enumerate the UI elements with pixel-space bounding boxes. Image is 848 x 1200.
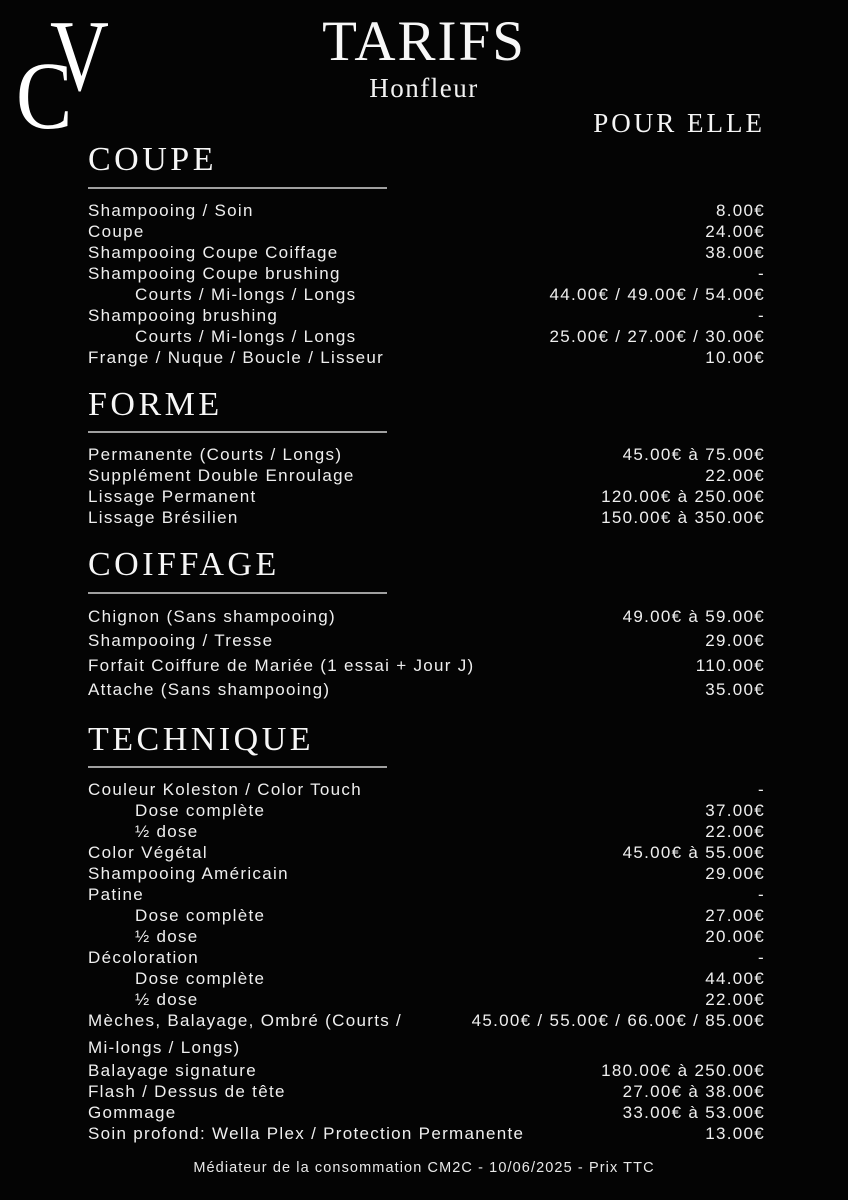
service-price: 44.00€ [705, 968, 765, 988]
service-label: Color Végétal [88, 842, 208, 862]
service-label: Shampooing Américain [88, 863, 289, 883]
price-row [88, 263, 765, 284]
price-row [88, 444, 765, 465]
price-row [88, 989, 765, 1010]
logo-letter-v: V [50, 0, 109, 113]
service-price: 150.00€ à 350.00€ [601, 508, 765, 528]
price-row [88, 486, 765, 507]
section-technique [88, 721, 765, 1144]
service-label: Shampooing / Soin [88, 200, 254, 220]
service-price: 180.00€ à 250.00€ [601, 1060, 765, 1080]
service-price: - [758, 305, 765, 325]
service-price: - [758, 947, 765, 967]
service-price: 37.00€ [705, 800, 765, 820]
service-label: Soin profond: Wella Plex / Protection Permanente [88, 1123, 525, 1143]
price-row [88, 947, 765, 968]
service-label: ½ dose [135, 989, 199, 1009]
service-price: 38.00€ [705, 242, 765, 262]
price-row [88, 200, 765, 221]
section-title: COIFFAGE [88, 546, 280, 584]
audience-label: POUR ELLE [593, 108, 765, 139]
section-coupe [88, 141, 765, 367]
service-price: 24.00€ [705, 221, 765, 241]
section-coiffage [88, 546, 765, 702]
price-row [88, 842, 765, 863]
service-price: - [758, 779, 765, 799]
price-row [88, 221, 765, 242]
price-row [88, 863, 765, 884]
service-price: 49.00€ à 59.00€ [622, 606, 765, 626]
price-list [0, 141, 848, 1144]
service-label: Shampooing brushing [88, 305, 279, 325]
service-price: 120.00€ à 250.00€ [601, 487, 765, 507]
service-price: - [758, 263, 765, 283]
section-divider [88, 592, 387, 594]
service-price: 29.00€ [705, 631, 765, 651]
service-price: 29.00€ [705, 863, 765, 883]
service-price: 8.00€ [715, 200, 765, 220]
price-row [88, 465, 765, 486]
service-label: Shampooing Coupe Coiffage [88, 242, 339, 262]
service-label: Décoloration [88, 947, 200, 967]
page-subtitle: Honfleur [369, 73, 479, 104]
price-row [88, 326, 765, 347]
service-price: 27.00€ à 38.00€ [622, 1081, 765, 1101]
service-price: 10.00€ [705, 347, 765, 367]
service-price: 22.00€ [705, 821, 765, 841]
service-price: 110.00€ [695, 655, 765, 675]
service-price: 45.00€ à 75.00€ [622, 445, 765, 465]
section-title: TECHNIQUE [88, 720, 315, 758]
service-label: Shampooing Coupe brushing [88, 263, 341, 283]
price-row [88, 779, 765, 800]
service-label: Gommage [88, 1102, 177, 1122]
service-label: Mi-longs / Longs) [88, 1037, 241, 1057]
service-label: Coupe [88, 221, 145, 241]
service-label: Chignon (Sans shampooing) [88, 606, 336, 626]
price-row [88, 1060, 765, 1081]
service-price: 45.00€ / 55.00€ / 66.00€ / 85.00€ [471, 1010, 765, 1030]
footer-legal: Médiateur de la consommation CM2C - 10/06/2025 - Prix TTC [193, 1160, 655, 1176]
service-label: Courts / Mi-longs / Longs [135, 284, 357, 304]
service-label: Frange / Nuque / Boucle / Lisseur [88, 347, 385, 367]
service-price: 45.00€ à 55.00€ [622, 842, 765, 862]
price-row [88, 1010, 765, 1031]
price-row [88, 884, 765, 905]
price-row [88, 1037, 765, 1058]
service-label: Forfait Coiffure de Mariée (1 essai + Jour J) [88, 655, 475, 675]
price-row [88, 284, 765, 305]
price-row [88, 1102, 765, 1123]
service-price: 20.00€ [705, 926, 765, 946]
service-label: Dose complète [135, 968, 266, 988]
price-row [88, 968, 765, 989]
service-label: Balayage signature [88, 1060, 257, 1080]
price-row [88, 800, 765, 821]
section-divider [88, 187, 387, 189]
price-row [88, 507, 765, 528]
logo-letter-c: C [16, 42, 73, 149]
price-row [88, 654, 765, 679]
service-label: Patine [88, 884, 145, 904]
service-label: ½ dose [135, 821, 199, 841]
section-title: FORME [88, 385, 223, 423]
price-row [88, 678, 765, 703]
price-row [88, 605, 765, 630]
service-price: 44.00€ / 49.00€ / 54.00€ [549, 284, 765, 304]
price-row [88, 629, 765, 654]
service-price: 27.00€ [705, 905, 765, 925]
service-price: 22.00€ [705, 466, 765, 486]
price-row [88, 242, 765, 263]
service-label: Courts / Mi-longs / Longs [135, 326, 357, 346]
service-price: - [758, 884, 765, 904]
masthead [0, 0, 848, 104]
section-forme [88, 386, 765, 528]
service-label: Mèches, Balayage, Ombré (Courts / [88, 1010, 403, 1030]
service-price: 33.00€ à 53.00€ [622, 1102, 765, 1122]
service-label: Flash / Dessus de tête [88, 1081, 286, 1101]
service-label: Attache (Sans shampooing) [88, 680, 331, 700]
service-label: Permanente (Courts / Longs) [88, 445, 343, 465]
service-label: Lissage Permanent [88, 487, 257, 507]
service-price: 25.00€ / 27.00€ / 30.00€ [549, 326, 765, 346]
price-row [88, 926, 765, 947]
price-row [88, 821, 765, 842]
service-label: ½ dose [135, 926, 199, 946]
service-label: Shampooing / Tresse [88, 631, 274, 651]
service-price: 22.00€ [705, 989, 765, 1009]
service-label: Couleur Koleston / Color Touch [88, 779, 362, 799]
service-label: Dose complète [135, 905, 266, 925]
section-divider [88, 431, 387, 433]
section-title: COUPE [88, 141, 217, 179]
price-row [88, 1081, 765, 1102]
price-row [88, 1123, 765, 1144]
price-row [88, 305, 765, 326]
service-label: Lissage Brésilien [88, 508, 239, 528]
price-row [88, 347, 765, 368]
section-divider [88, 766, 387, 768]
service-price: 35.00€ [705, 680, 765, 700]
service-label: Dose complète [135, 800, 266, 820]
service-label: Supplément Double Enroulage [88, 466, 355, 486]
service-price: 13.00€ [705, 1123, 765, 1143]
page-title: TARIFS [322, 10, 526, 73]
price-row [88, 905, 765, 926]
